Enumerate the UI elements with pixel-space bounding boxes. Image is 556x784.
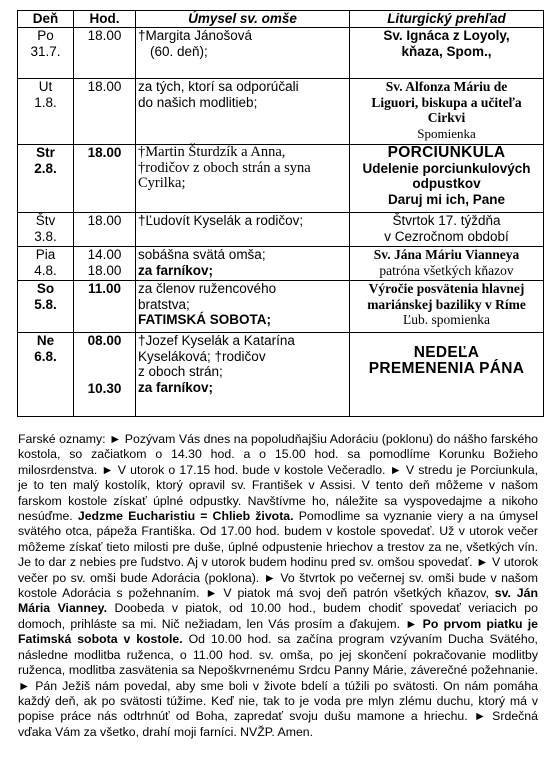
day-cell — [18, 247, 74, 281]
schedule-table — [17, 10, 544, 417]
liturgy-line: Sv. Ignáca z Loyoly, — [383, 28, 510, 43]
notice-text: Doobeda v piatok, od 10.00 hod., budem chodiť spovedať veriacich po domoch, prihláste sa mi. Nič nežiadam, len Vás prosím a ďakujem. ► — [18, 601, 538, 631]
hod-time: 18.00 — [87, 213, 122, 228]
liturgy-line: Sv. Alfonza Máriu de — [385, 79, 508, 94]
table-row — [18, 281, 544, 333]
intention-cell — [136, 213, 350, 247]
liturgy-cell — [350, 281, 544, 333]
day-cell — [18, 28, 74, 79]
intention-line: Cyrilka; — [138, 175, 186, 191]
header-intention: Úmysel sv. omše — [136, 11, 350, 28]
intention-line: sobášna svätá omša; — [138, 247, 266, 262]
hod-time: 14.00 — [87, 247, 122, 262]
hod-cell — [74, 28, 136, 79]
liturgy-cell — [350, 247, 544, 281]
notice-bold: Po prvom piatku je Fatimská sobota v kostole. — [18, 616, 538, 647]
liturgy-cell — [350, 333, 544, 417]
notice-text: Pomodlime sa vyznanie viery a na úmysel svätého otca, pápeža Františka. Od 17.00 hod. budem v kostole spovedať. Už v utorok večer môžeme získať tieto milosti pre duše, úplné odpustenie hriechov a trestov za ne, všetkých vín. Je to dar z nebies pre ľudstvo. Aj v utorok budem hodinu pred sv. omšou spovedať. ► V utorok večer po sv. omši bude Adorácia (poklona). ► Vo štvrtok po večernej sv. omši bude v našom kostole Adorácia s požehnaním. ► V piatok má svoj deň patrón všetkých kňazov, — [18, 509, 539, 601]
day-name: Pia — [35, 247, 56, 262]
day-name: Ne — [36, 333, 55, 348]
intention-line: bratstva; — [138, 296, 190, 312]
intention-line: za farníkov; — [138, 379, 214, 395]
liturgy-line: Spomienka — [417, 125, 476, 141]
liturgy-line: Udelenie porciunkulových — [362, 160, 531, 176]
liturgy-line: PREMENENIA PÁNA — [368, 359, 525, 377]
notice-bold: Jedzme Eucharistiu = Chlieb života. — [77, 509, 294, 524]
intention-line: za farníkov; — [138, 262, 214, 278]
header-day: Deň — [18, 11, 74, 28]
table-row — [18, 28, 544, 79]
liturgy-cell — [350, 145, 544, 213]
day-date: 31.7. — [30, 43, 61, 59]
hod-cell — [74, 281, 136, 333]
header-row — [18, 11, 544, 28]
day-date: 4.8. — [34, 262, 57, 278]
day-date: 5.8. — [34, 296, 57, 312]
liturgy-line: mariánskej baziliky v Ríme — [367, 296, 526, 312]
hod-time: 08.00 — [87, 333, 122, 348]
liturgy-line: Ľub. spomienka — [403, 312, 490, 327]
hod-cell — [74, 79, 136, 145]
liturgy-line: Štvrtok 17. týždňa — [392, 213, 501, 228]
notice-bold: sv. Ján Mária Vianney. — [18, 586, 538, 616]
day-name: Ut — [38, 79, 53, 94]
liturgy-line: v Cezročnom období — [384, 228, 509, 244]
table-row — [18, 79, 544, 145]
table-row — [18, 333, 544, 417]
hod-time: 18.00 — [87, 79, 122, 94]
day-name: Štv — [35, 213, 56, 228]
liturgy-line: patróna všetkých kňazov — [379, 262, 514, 278]
intention-line: (60. deň); — [150, 43, 208, 59]
liturgy-cell — [350, 79, 544, 145]
intention-line: †rodičov z oboch strán a syna — [138, 159, 311, 176]
intention-line: za tých, ktorí sa odporúčali — [138, 79, 299, 94]
parish-announcements — [18, 432, 538, 740]
hod-cell — [74, 145, 136, 213]
table-row — [18, 145, 544, 213]
day-date: 3.8. — [34, 228, 57, 244]
liturgy-line: Výročie posvätenia hlavnej — [368, 281, 525, 296]
intention-line: †Martin Šturdzík a Anna, — [138, 144, 286, 160]
intention-cell — [136, 247, 350, 281]
liturgy-cell — [350, 213, 544, 247]
liturgy-cell — [350, 28, 544, 79]
day-date: 6.8. — [34, 348, 57, 364]
liturgy-line: Daruj mi ich, Pane — [387, 191, 506, 207]
liturgy-line: Liguori, biskupa a učiteľa — [371, 94, 522, 110]
table-row — [18, 213, 544, 247]
liturgy-line: NEDEĽA — [413, 344, 480, 361]
intention-cell — [136, 281, 350, 333]
intention-cell — [136, 28, 350, 79]
intention-line: FATIMSKÁ SOBOTA; — [138, 312, 271, 327]
day-date: 1.8. — [34, 94, 57, 110]
day-name: Po — [37, 28, 54, 43]
intention-cell — [136, 145, 350, 213]
day-date: 2.8. — [34, 160, 57, 176]
day-name: So — [36, 281, 55, 296]
intention-line: Kyseláková; †rodičov — [138, 348, 266, 364]
day-cell — [18, 333, 74, 417]
intention-line: †Jozef Kyselák a Katarína — [138, 333, 295, 348]
hod-time: 18.00 — [87, 145, 122, 160]
hod-cell — [74, 213, 136, 247]
intention-line: za členov ružencového — [138, 281, 277, 296]
table-row — [18, 247, 544, 281]
hod-time: 11.00 — [87, 281, 122, 296]
liturgy-line: Cirkvi — [427, 110, 466, 125]
hod-time: 10.30 — [87, 380, 122, 396]
hod-cell — [74, 333, 136, 417]
day-cell — [18, 145, 74, 213]
liturgy-line: odpustkov — [412, 176, 481, 191]
day-cell — [18, 79, 74, 145]
liturgy-line: kňaza, Spom., — [401, 43, 492, 59]
intention-line: †Ľudovít Kyselák a rodičov; — [138, 213, 304, 228]
intention-line: z oboch strán; — [138, 364, 223, 379]
hod-cell — [74, 247, 136, 281]
notice-text: Od 10.00 hod. sa začína program vzývaním Ducha Svätého, následne modlitba ruženca, o 11.00 hod. sv. omša, po jej skončení pokračovanie modlitby ruženca, modlitba zasvätenia sa Nepoškvrnenému Srdcu Panny Márie, záverečné požehnanie. ► Pán Ježiš nám povedal, aby sme boli v živote bdelí a túžili po svätosti. On nám pomáha každý deň, ak po svätosti túžime. Keď nie, tak to je voda pre mlyn zlému duchu, ktorý má v popise práce nás odtrhnúť od Boha, zapredať svoju dušu mamone a hriechu. ► Srdečná vďaka Vám za všetko, drahí moji farníci. NVŽP. Amen. — [18, 632, 538, 739]
notice-text: Farské oznamy: ► Pozývam Vás dnes na popoludňajšiu Adoráciu (poklonu) do nášho farského kostola, so začiatkom o 14.30 hod. a o 15.00 hod. sa pomodlíme Korunku Božieho milosrdenstva. ► V utorok o 17.15 hod. bude v kostole Večeradlo. ► V stredu je Porciunkula, je to ten malý kostolík, ktorý opravil sv. František v Assisi. V tento deň môžeme v našom farskom kostole získať úplné odpustky. Navštívme ho, náležite sa vyspovedajme a nikoho nesúďme. — [18, 432, 538, 524]
liturgy-line: Sv. Jána Máriu Vianneya — [373, 247, 520, 262]
day-cell — [18, 281, 74, 333]
intention-cell — [136, 333, 350, 417]
day-name: Str — [36, 145, 55, 160]
intention-line: †Margita Jánošová — [138, 28, 253, 43]
hod-time: 18.00 — [87, 262, 122, 278]
header-liturgy: Liturgický prehľad — [350, 11, 544, 28]
day-cell — [18, 213, 74, 247]
intention-cell — [136, 79, 350, 145]
liturgy-line: PORCIUNKULA — [387, 144, 506, 161]
intention-line: do našich modlitieb; — [138, 94, 258, 110]
hod-time: 18.00 — [87, 28, 122, 43]
header-hod: Hod. — [74, 11, 136, 28]
